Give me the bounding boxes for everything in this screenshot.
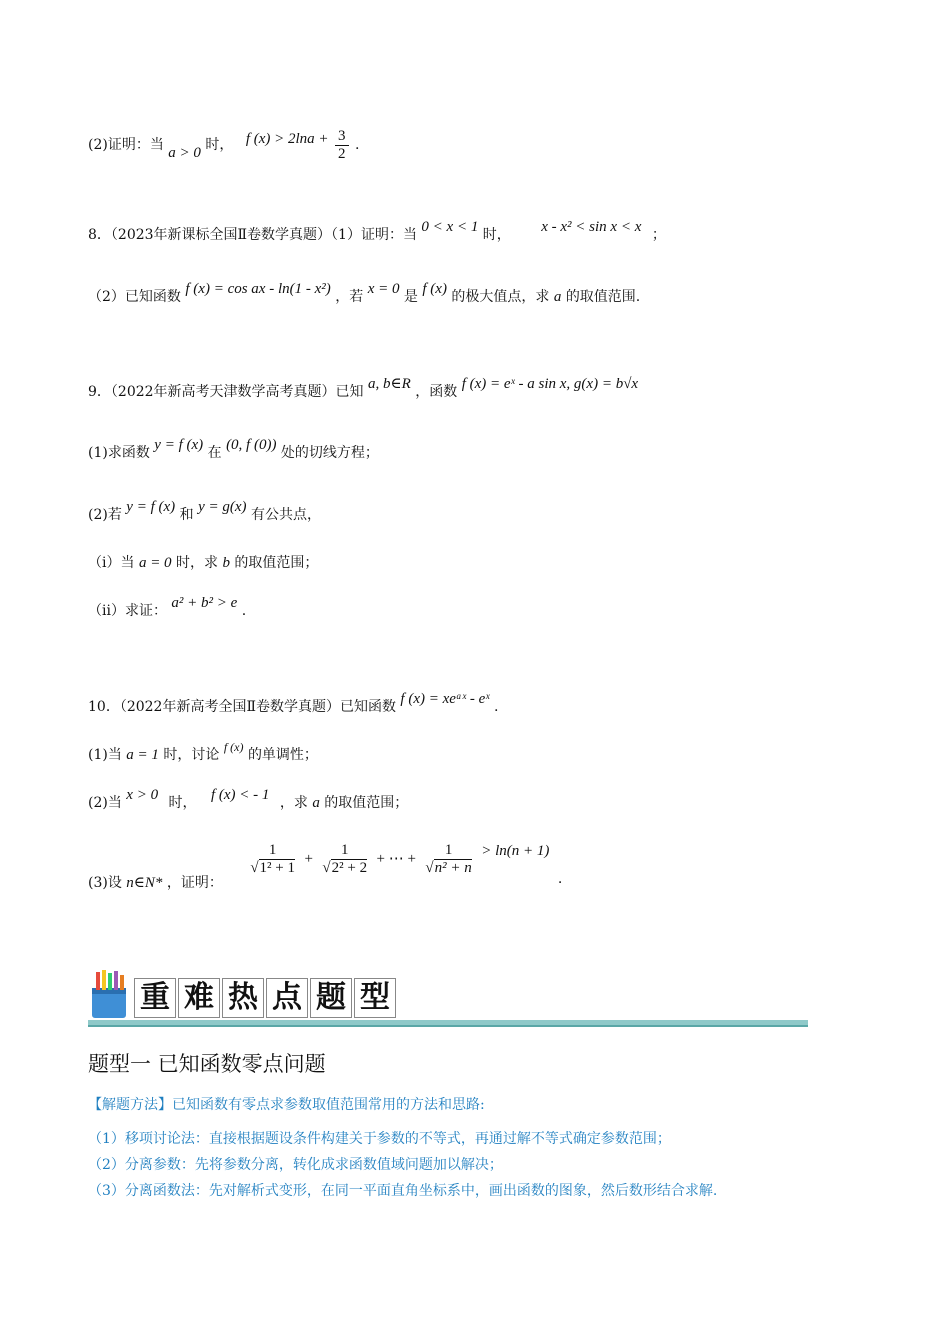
q10-part2 [88, 787, 409, 812]
q9-p2-y1: y = f (x) [126, 499, 176, 515]
q8-end: ； [651, 227, 666, 243]
q9-i-tail: 的取值范围； [234, 555, 319, 571]
q10-p3-rhs: > ln(n + 1) [481, 843, 550, 859]
q7-part2-frac-num: 3 [335, 128, 349, 146]
section-char-3: 热 [222, 978, 264, 1018]
q9-part1 [88, 437, 379, 462]
q8-line1 [88, 219, 666, 244]
q10-head: 10．（2022年新高考全国Ⅱ卷数学真题）已知函数 [88, 699, 396, 715]
q7-part2-frac-den: 2 [338, 145, 346, 162]
q9-p1-y: y = f (x) [154, 437, 204, 453]
q9-p2-y2: y = g(x) [198, 499, 247, 515]
q10-p3-term1 [247, 842, 298, 876]
q9-p1-label: (1)求函数 [88, 445, 150, 461]
q10-end: . [493, 699, 499, 715]
q9-p2-tail: 有公共点， [250, 507, 321, 523]
q10-p3-term3-radicand: n² + n [434, 859, 472, 876]
q9-ii-label: （ii）求证： [88, 603, 167, 619]
q7-part2-line [88, 128, 359, 162]
q10-part3: (3)设 n∈N* ，证明： $\frac{1}{\text{√1² + 1}}$ + $\frac{1}{\text{√2² + 2}}$ + ⋯ + $\frac{1}{\text{√n² + n}}$ > ln(n + 1) . [88, 842, 563, 891]
section-header [88, 966, 808, 1028]
q8-p2-a-var: a [553, 289, 562, 305]
q10-p2-cond: x > 0 [126, 787, 159, 803]
q10-p3-term1-den: √1² + 1 [250, 859, 296, 876]
q10-p3-term2-den: √2² + 2 [322, 859, 368, 876]
q8-head: 8．（2023年新课标全国Ⅱ卷数学真题）（1）证明：当 [88, 227, 417, 243]
q10-p2-sep: ，求 [279, 795, 308, 811]
q9-p1-at: 在 [207, 445, 222, 461]
q8-cond: 0 < x < 1 [421, 219, 479, 235]
q10-p3-term2-radicand: 2² + 2 [331, 859, 368, 876]
q10-p2-ineq: f (x) < - 1 [210, 787, 270, 803]
method-item-2: （2）分离参数：先将参数分离，转化成求函数值域问题加以解决； [88, 1157, 503, 1173]
q7-part2-mid: 时， [205, 137, 234, 153]
q9-p1-tail: 处的切线方程； [280, 445, 379, 461]
q10-p1-text: 时，讨论 [163, 747, 220, 763]
q9-p2-label: (2)若 [88, 507, 122, 523]
method-item-3: （3）分离函数法：先对解析式变形，在同一平面直角坐标系中，画出函数的图象，然后数形结合求解. [88, 1183, 718, 1199]
q9-ii-ineq: a² + b² > e [171, 595, 238, 611]
q8-p2-tail: 的取值范围. [565, 289, 641, 305]
q8-p2-fx: f (x) [422, 281, 447, 297]
q9-mid: ，函数 [415, 384, 458, 400]
q10-p3-text: ，证明： [166, 875, 223, 891]
section-title [134, 978, 398, 1018]
q8-p2-func: f (x) = cos ax - ln(1 - x²) [185, 281, 331, 297]
q7-part2-fraction [335, 128, 349, 162]
q8-p2-is: 是 [403, 289, 418, 305]
q9-i-cond: a = 0 [138, 555, 172, 571]
q9-part2-i [88, 554, 318, 572]
q10-p1-f: f (x) [223, 740, 244, 754]
section-char-1: 重 [134, 978, 176, 1018]
q10-p3-n: n∈N* [126, 875, 163, 891]
q7-part2-end: . [354, 137, 360, 153]
q10-p3-end: . [557, 871, 563, 887]
q10-p3-label: (3)设 [88, 875, 122, 891]
q9-i-label: （i）当 [88, 555, 135, 571]
q10-p3-term3-den: √n² + n [425, 859, 472, 876]
q10-p3-term1-radicand: 1² + 1 [259, 859, 296, 876]
q8-p2-text: 的极大值点，求 [451, 289, 550, 305]
q9-p1-point: (0, f (0)) [226, 437, 277, 453]
q9-i-text: 时，求 [176, 555, 219, 571]
q8-p2-intro: （2）已知函数 [88, 289, 181, 305]
q10-p2-var: a [312, 795, 320, 811]
q9-head: 9．（2022年新高考天津数学高考真题）已知 [88, 384, 364, 400]
q8-ineq: x - x² < sin x < x [541, 219, 642, 235]
q10-p3-term2 [319, 842, 370, 876]
q10-part1 [88, 740, 318, 764]
q10-p3-dots: + ⋯ + [376, 851, 416, 867]
q10-p1-cond: a = 1 [126, 747, 159, 763]
q9-part2 [88, 499, 321, 524]
section-char-5: 题 [310, 978, 352, 1018]
q8-p2-x0: x = 0 [367, 281, 400, 297]
type1-title: 题型一 已知函数零点问题 [88, 1052, 326, 1076]
section-char-2: 难 [178, 978, 220, 1018]
q9-funcs: f (x) = eˣ - a sin x, g(x) = b√x [461, 376, 639, 392]
q9-vars: a, b∈R [368, 376, 411, 392]
q10-p2-tail: 的取值范围； [324, 795, 409, 811]
section-char-6: 型 [354, 978, 396, 1018]
q9-part2-ii [88, 595, 247, 620]
section-underline [88, 1020, 808, 1027]
q9-line1 [88, 376, 639, 401]
section-char-4: 点 [266, 978, 308, 1018]
q9-ii-end: . [241, 603, 247, 619]
q7-part2-cond: a > 0 [168, 145, 201, 161]
method-item-1: （1）移项讨论法：直接根据题设条件构建关于参数的不等式，再通过解不等式确定参数范围； [88, 1131, 671, 1147]
q10-p1-label: (1)当 [88, 747, 122, 763]
q7-part2-label: (2)证明：当 [88, 137, 164, 153]
q8-line2 [88, 281, 641, 306]
q10-p3-term2-num: 1 [338, 842, 352, 860]
q10-p3-term1-num: 1 [266, 842, 280, 860]
q7-part2-expr: f (x) > 2lna + [245, 131, 329, 147]
method-intro: 【解题方法】已知函数有零点求参数取值范围常用的方法和思路: [88, 1097, 485, 1113]
q8-p2-sep: ，若 [335, 289, 364, 305]
q10-p3-term3 [422, 842, 474, 876]
q8-mid: 时， [482, 227, 511, 243]
q10-func: f (x) = xeᵃˣ - eˣ [400, 691, 490, 707]
q10-p2-text: 时， [168, 795, 197, 811]
q9-i-var: b [222, 555, 230, 571]
q10-line1 [88, 691, 499, 716]
q10-p1-tail: 的单调性； [247, 747, 318, 763]
q10-p2-label: (2)当 [88, 795, 122, 811]
q10-p3-term3-num: 1 [442, 842, 456, 860]
pencil-cup-icon [88, 970, 132, 1020]
q9-p2-and: 和 [179, 507, 194, 523]
